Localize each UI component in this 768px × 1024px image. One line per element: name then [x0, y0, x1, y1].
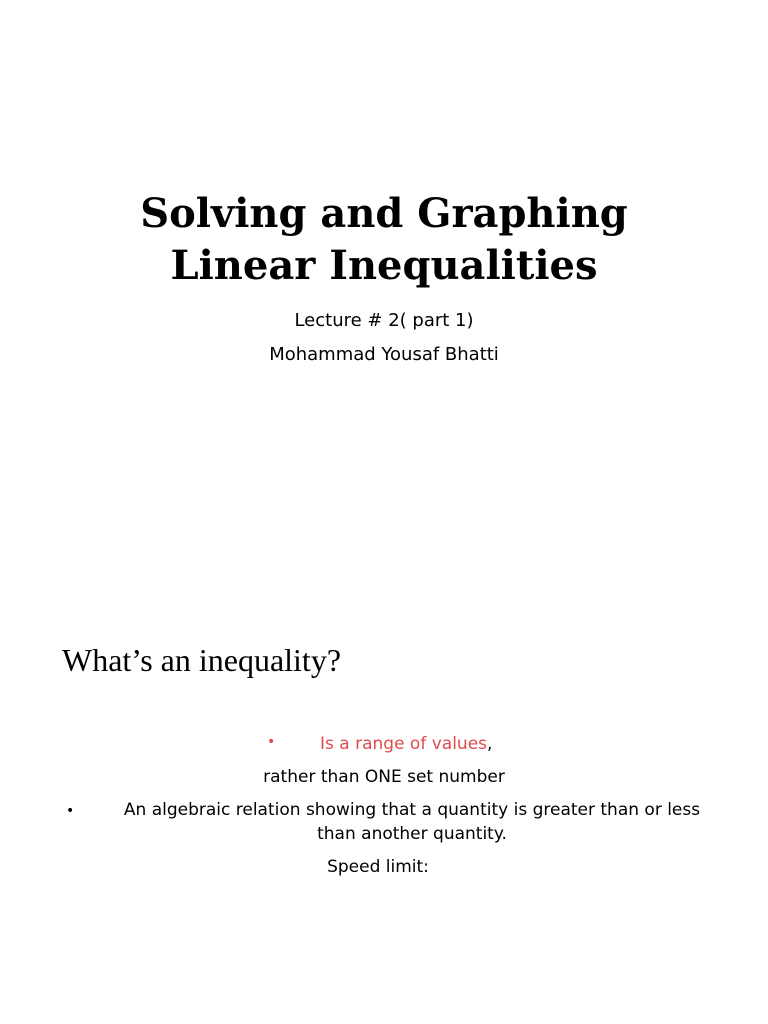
title-line-2: Linear Inequalities [170, 242, 598, 289]
speed-limit-label: Speed limit: [327, 857, 429, 877]
bullet-item-1 [320, 732, 492, 756]
bullet-item-2: An algebraic relation showing that a quantity is greater than or less than another quantity. [123, 800, 701, 844]
slide-title [0, 188, 768, 292]
title-line-1: Solving and Graphing [140, 190, 628, 237]
bullet-1-continuation: rather than ONE set number [263, 767, 505, 787]
content-slide [0, 512, 768, 1024]
bullet-icon: • [66, 803, 75, 819]
bullet-icon: • [267, 734, 276, 750]
author-name: Mohammad Yousaf Bhatti [269, 344, 499, 365]
lecture-number: Lecture # 2( part 1) [294, 310, 474, 331]
slide-heading: What’s an inequality? [62, 642, 342, 678]
bullet-1-highlight: Is a range of values [320, 734, 488, 754]
bullet-1-comma: , [487, 734, 493, 754]
